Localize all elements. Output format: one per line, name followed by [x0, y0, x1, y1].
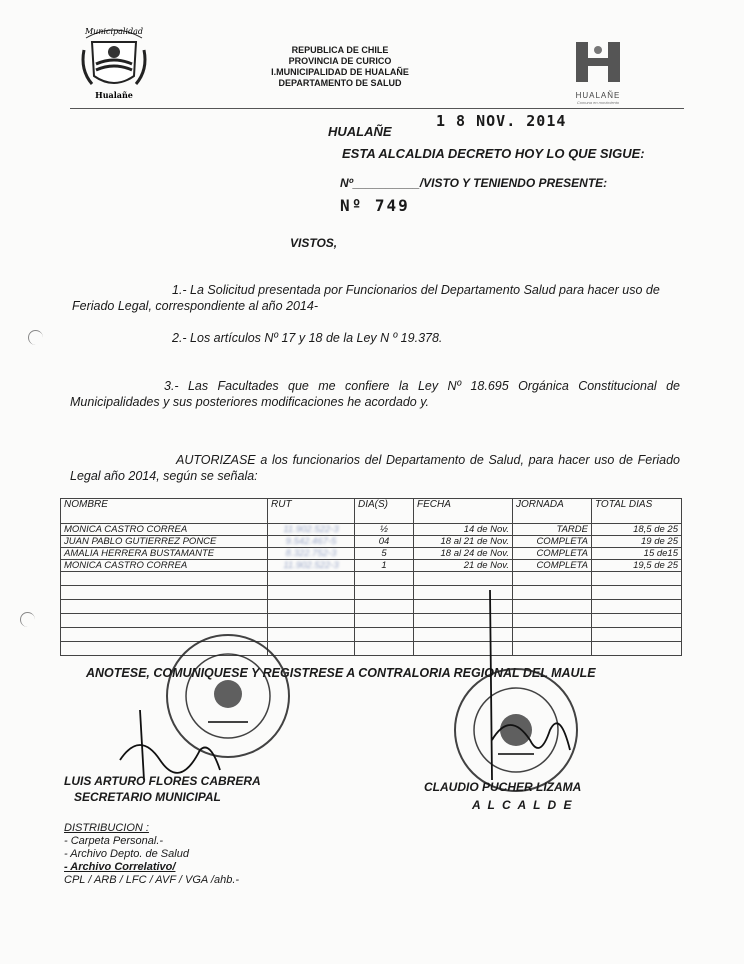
hualane-brand-logo	[568, 40, 628, 106]
col-dias: DIA(S)	[355, 499, 414, 524]
table-row-empty	[61, 628, 682, 642]
mayor-name: CLAUDIO PUCHER LIZAMA	[424, 780, 582, 794]
header-line-4: DEPARTAMENTO DE SALUD	[278, 78, 402, 88]
table-header-row	[61, 499, 682, 524]
cell-rut: 11.902.522-3	[268, 524, 355, 536]
secretary-name: LUIS ARTURO FLORES CABRERA	[64, 774, 261, 788]
municipal-seal-logo	[78, 20, 150, 102]
cell-rut: 9.542.467-5	[268, 536, 355, 548]
paragraph-4: AUTORIZASE a los funcionarios del Departamento de Salud, para hacer uso de Feriado Legal año 2014, según se señala:	[70, 453, 680, 483]
cell-rut: 8.322.752-3	[268, 548, 355, 560]
table-row	[61, 548, 682, 560]
anotese-line: ANOTESE, COMUNIQUESE Y REGISTRESE A CONTRALORIA REGIONAL DEL MAULE	[86, 666, 596, 680]
svg-text:Hualañe: Hualañe	[95, 90, 133, 100]
place-name: HUALAÑE	[328, 124, 392, 139]
cell-nombre: AMALIA HERRERA BUSTAMANTE	[61, 548, 268, 560]
mayor-signature	[470, 590, 580, 790]
cell-jornada: COMPLETA	[513, 548, 592, 560]
paragraph-3: 3.- Las Facultades que me confiere la Ley Nº 18.695 Orgánica Constitucional de Municipalidades y sus posteriores modificaciones he acordado y.	[70, 379, 680, 409]
decree-heading: ESTA ALCALDIA DECRETO HOY LO QUE SIGUE:	[342, 146, 645, 161]
table-row-empty	[61, 614, 682, 628]
cell-nombre: MONICA CASTRO CORREA	[61, 524, 268, 536]
col-fecha: FECHA	[414, 499, 513, 524]
cell-total: 19,5 de 25	[592, 560, 682, 572]
date-stamp: 1 8 NOV. 2014	[436, 112, 567, 130]
cell-total: 19 de 25	[592, 536, 682, 548]
cell-nombre: JUAN PABLO GUTIERREZ PONCE	[61, 536, 268, 548]
col-nombre: NOMBRE	[61, 499, 268, 524]
cell-rut: 11.902.522-3	[268, 560, 355, 572]
table-row	[61, 524, 682, 536]
table-row-empty	[61, 572, 682, 586]
punch-hole-mark	[28, 330, 43, 345]
decree-number-stamp: Nº 749	[340, 196, 410, 215]
leave-table	[60, 498, 682, 656]
cell-dias: 04	[355, 536, 414, 548]
punch-hole-mark	[20, 612, 35, 627]
table-row-empty	[61, 642, 682, 656]
distribution-item: - Archivo Depto. de Salud	[64, 848, 189, 860]
cell-dias: 1	[355, 560, 414, 572]
cell-jornada: TARDE	[513, 524, 592, 536]
header-line-2: PROVINCIA DE CURICO	[288, 56, 392, 66]
distribution-item: - Carpeta Personal.-	[64, 835, 164, 847]
paragraph-1: 1.- La Solicitud presentada por Funcionarios del Departamento Salud para hacer uso de Feriado Legal, correspondiente al año 2014-	[72, 283, 660, 313]
mayor-title: A L C A L D E	[472, 798, 574, 812]
cell-dias: 5	[355, 548, 414, 560]
distribution-block	[64, 822, 239, 887]
distribution-initials: CPL / ARB / LFC / AVF / VGA /ahb.-	[64, 874, 240, 886]
table-row	[61, 560, 682, 572]
header-divider	[70, 108, 684, 109]
distribution-item: - Archivo Correlativo/	[64, 861, 176, 873]
col-jornada: JORNADA	[513, 499, 592, 524]
cell-jornada: COMPLETA	[513, 536, 592, 548]
header-line-3: I.MUNICIPALIDAD DE HUALAÑE	[271, 67, 409, 77]
brand-name: HUALAÑE	[575, 91, 621, 100]
secretary-title: SECRETARIO MUNICIPAL	[74, 790, 221, 804]
cell-total: 18,5 de 25	[592, 524, 682, 536]
brand-tagline: Comuna en movimiento	[576, 100, 620, 105]
col-total: TOTAL DIAS	[592, 499, 682, 524]
cell-fecha: 14 de Nov.	[414, 524, 513, 536]
distribution-title: DISTRIBUCION :	[64, 822, 149, 834]
institution-header	[240, 45, 440, 89]
header-line-1: REPUBLICA DE CHILE	[291, 45, 389, 55]
vistos-heading: VISTOS,	[290, 236, 338, 250]
paragraph-2: 2.- Los artículos Nº 17 y 18 de la Ley N º 19.378.	[172, 331, 443, 345]
table-row	[61, 536, 682, 548]
cell-fecha: 21 de Nov.	[414, 560, 513, 572]
cell-dias: ½	[355, 524, 414, 536]
table-row-empty	[61, 586, 682, 600]
svg-text:Municipalidad: Municipalidad	[84, 27, 144, 36]
cell-fecha: 18 al 21 de Nov.	[414, 536, 513, 548]
decree-number-line: Nº__________/VISTO Y TENIENDO PRESENTE:	[340, 176, 608, 190]
col-rut: RUT	[268, 499, 355, 524]
cell-nombre: MONICA CASTRO CORREA	[61, 560, 268, 572]
cell-total: 15 de15	[592, 548, 682, 560]
cell-fecha: 18 al 24 de Nov.	[414, 548, 513, 560]
cell-jornada: COMPLETA	[513, 560, 592, 572]
table-row-empty	[61, 600, 682, 614]
